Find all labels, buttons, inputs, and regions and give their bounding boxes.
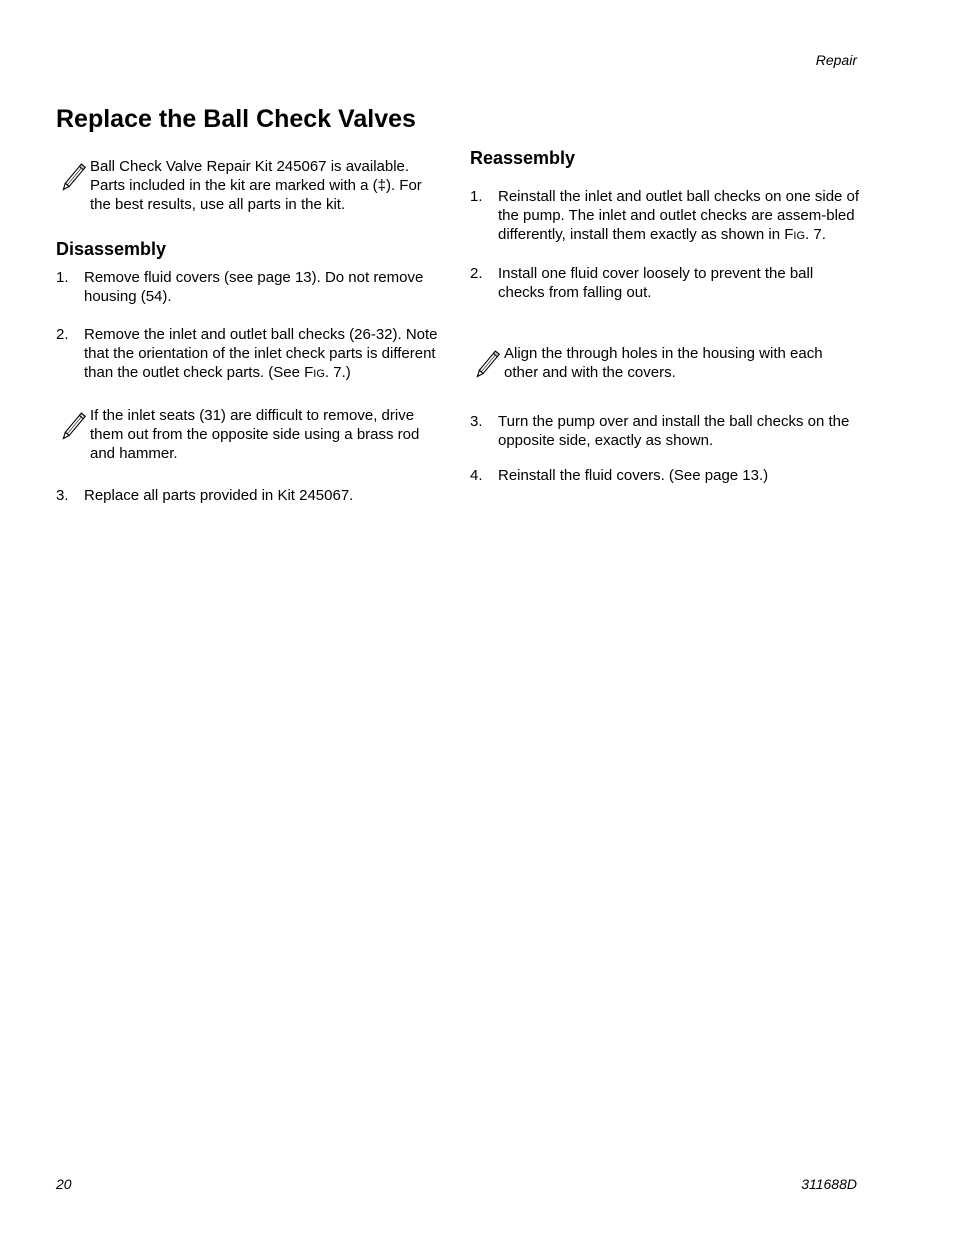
step-text: Install one fluid cover loosely to prevent the ball checks from falling out. — [498, 265, 814, 301]
reassembly-steps — [470, 187, 860, 302]
document-number: 311688D — [801, 1176, 857, 1192]
kit-note — [56, 157, 436, 214]
running-head: Repair — [815, 52, 857, 68]
step-text: Replace all parts provided in Kit 245067. — [84, 487, 354, 504]
step-number: 3. — [470, 413, 483, 430]
list-item — [470, 264, 860, 302]
inlet-seats-note — [56, 406, 436, 463]
list-item — [56, 486, 438, 505]
step-number: 4. — [470, 467, 483, 484]
alignment-note — [470, 344, 860, 382]
step-text: Remove fluid covers (see page 13). Do not remove housing (54). — [84, 269, 424, 305]
step-text: Remove the inlet and outlet ball checks (26-32). Note that the orientation of the inlet check parts is different than the outlet check parts. (See FIG. 7.) — [84, 326, 438, 381]
list-item — [56, 325, 438, 384]
step-text: Reinstall the fluid covers. (See page 13.) — [498, 467, 769, 484]
reassembly-steps-continued — [470, 412, 860, 485]
list-item — [56, 268, 438, 306]
page-title: Replace the Ball Check Valves — [56, 105, 416, 133]
reassembly-heading: Reassembly — [470, 148, 576, 168]
step-number: 2. — [470, 265, 483, 282]
list-item — [470, 466, 860, 485]
disassembly-steps — [56, 268, 438, 384]
page-number: 20 — [56, 1176, 72, 1192]
step-text: Reinstall the inlet and outlet ball checks on one side of the pump. The inlet and outlet checks are assem-bled differently, install them exactly as shown in FIG. 7. — [498, 188, 860, 243]
step-text: Turn the pump over and install the ball checks on the opposite side, exactly as shown. — [498, 413, 850, 449]
step-number: 2. — [56, 326, 69, 343]
list-item — [470, 187, 860, 246]
step-number: 3. — [56, 487, 69, 504]
pencil-icon — [470, 348, 504, 382]
list-item — [470, 412, 860, 450]
kit-note-text: Ball Check Valve Repair Kit 245067 is available. Parts included in the kit are marked with a (‡). For the best results, use all parts in the kit. — [90, 158, 422, 213]
step-number: 1. — [470, 188, 483, 205]
step-number: 1. — [56, 269, 69, 286]
pencil-icon — [56, 161, 90, 195]
alignment-note-text: Align the through holes in the housing with each other and with the covers. — [504, 345, 823, 381]
disassembly-heading: Disassembly — [56, 239, 167, 259]
inlet-seats-note-text: If the inlet seats (31) are difficult to remove, drive them out from the opposite side using a brass rod and hammer. — [90, 407, 420, 462]
pencil-icon — [56, 410, 90, 444]
